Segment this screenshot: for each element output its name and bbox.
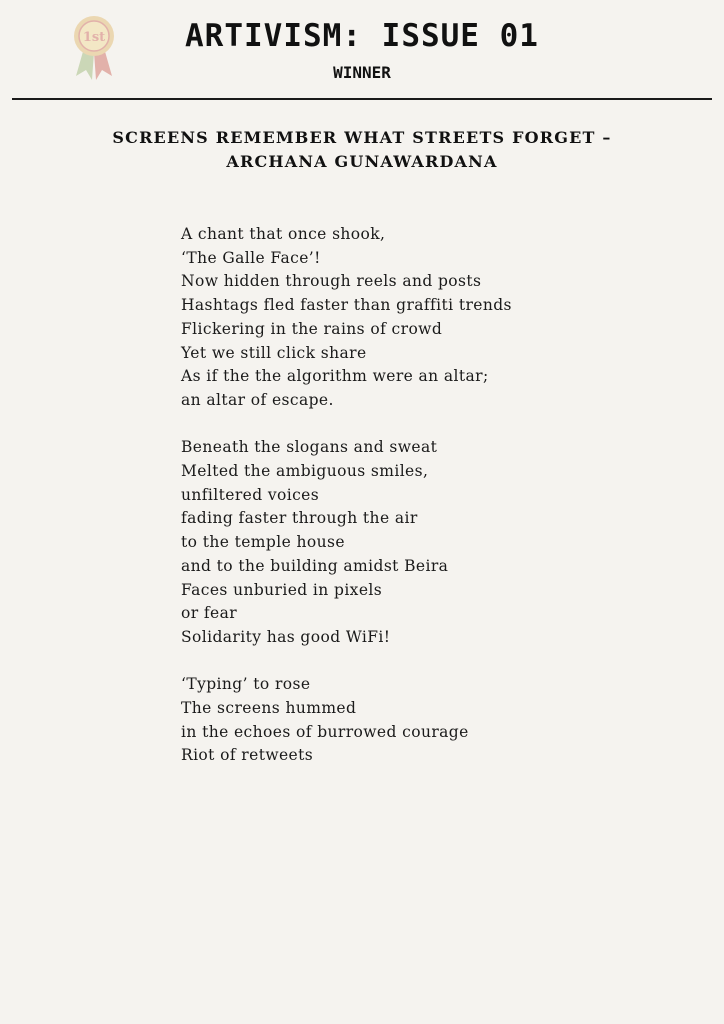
poem-title [0, 126, 724, 174]
poem-body [181, 223, 701, 792]
badge-text: 1st [82, 30, 106, 45]
poem-stanza-1 [181, 223, 701, 413]
poem-line: Solidarity has good WiFi! [181, 627, 391, 646]
poem-line: or fear [181, 604, 238, 623]
poem-stanza-3 [181, 673, 701, 768]
poem-line: Flickering in the rains of crowd [181, 319, 443, 338]
poem-stanza-2 [181, 436, 701, 649]
poem-line: fading faster through the air [181, 509, 418, 528]
winner-label: WINNER [333, 63, 391, 82]
poem-line: Melted the ambiguous smiles, [181, 462, 429, 481]
poem-line: As if the the algorithm were an altar; [181, 367, 489, 386]
poem-line: Faces unburied in pixels [181, 580, 383, 599]
poem-line: Beneath the slogans and sweat [181, 438, 438, 457]
poem-line: Hashtags fled faster than graffiti trends [181, 296, 512, 315]
poem-author-line: ARCHANA GUNAWARDANA [226, 152, 498, 171]
poem-line: The screens hummed [181, 699, 357, 718]
poem-line: and to the building amidst Beira [181, 556, 449, 575]
poem-title-line-1: SCREENS REMEMBER WHAT STREETS FORGET – [112, 128, 612, 147]
poem-line: ‘Typing’ to rose [181, 675, 311, 694]
poem-line: Riot of retweets [181, 746, 314, 765]
poem-line: ‘The Galle Face’! [181, 248, 321, 267]
poem-line: to the temple house [181, 533, 345, 552]
poem-line: Yet we still click share [181, 343, 367, 362]
poem-line: an altar of escape. [181, 390, 334, 409]
header-divider [12, 98, 712, 100]
issue-title: ARTIVISM: ISSUE 01 [185, 18, 539, 54]
poem-line: in the echoes of burrowed courage [181, 722, 469, 741]
poem-line: Now hidden through reels and posts [181, 272, 482, 291]
poem-line: unfiltered voices [181, 485, 320, 504]
poem-line: A chant that once shook, [181, 225, 386, 243]
